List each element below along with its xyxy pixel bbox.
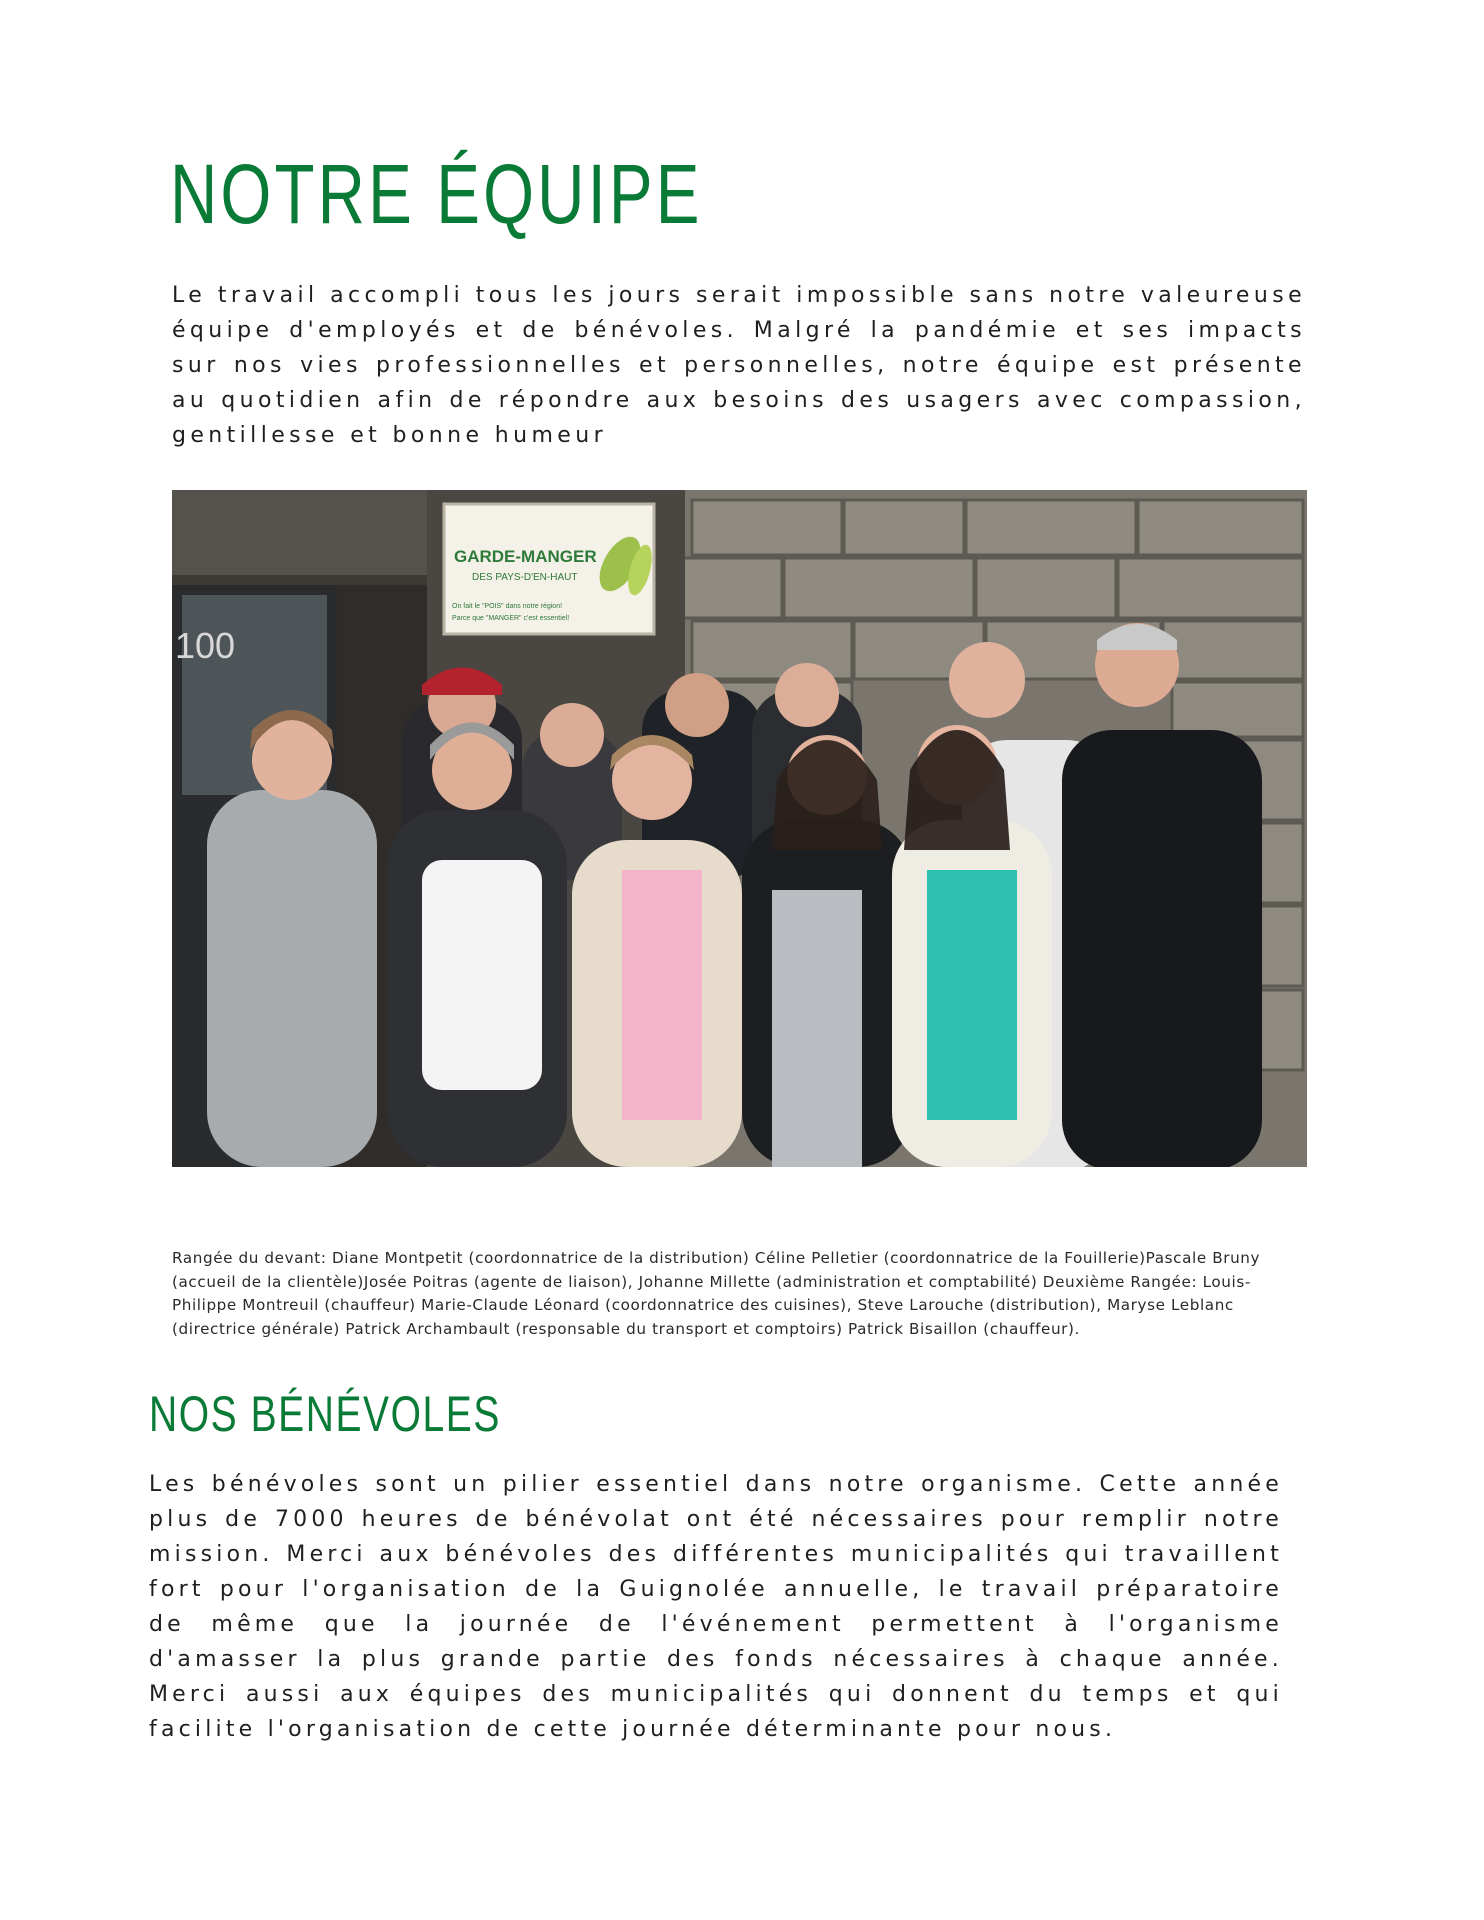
team-intro-paragraph: Le travail accompli tous les jours serait impossible sans notre valeureuse équipe d'employés et de bénévoles. Malgré la pandémie et ses impacts sur nos vies professionnelles et personnelles, notre équipe est présente au quotidien afin de répondre aux besoins des usagers avec compassion, gentillesse et bonne humeur — [172, 283, 1306, 448]
volunteers-paragraph: Les bénévoles sont un pilier essentiel dans notre organisme. Cette année plus de 7000 heures de bénévolat ont été nécessaires pour remplir notre mission. Merci aux bénévoles des différentes municipalités qui travaillent fort pour l'organisation de la Guignolée annuelle, le travail préparatoire de même que la journée de l'événement permettent à l'organisme d'amasser la plus grande partie des fonds nécessaires à chaque année. Merci aussi aux équipes des municipalités qui donnent du temps et qui facilite l'organisation de cette journée déterminante pour nous. — [149, 1472, 1283, 1742]
sign-tagline-2: Parce que "MANGER" c'est essentiel! — [452, 615, 570, 622]
sign-subtitle: DES PAYS-D'EN-HAUT — [472, 572, 578, 583]
volunteers-title: NOS BÉNÉVOLES — [149, 1386, 501, 1442]
door-number: 100 — [175, 625, 236, 666]
sign-tagline-1: On fait le "POIS" dans notre région! — [452, 603, 563, 610]
sign-title: GARDE-MANGER — [454, 547, 597, 566]
garde-manger-sign — [444, 504, 656, 634]
photo-caption: Rangée du devant: Diane Montpetit (coordonnatrice de la distribution) Céline Pelletier (coordonnatrice de la Fouillerie)Pascale Bruny (accueil de la clientèle)Josée Poitras (agente de liaison), Johanne Millette (administration et comptabilité) Deuxième Rangée: Louis-Philippe Montreuil (chauffeur) Marie-Claude Léonard (coordonnatrice des cuisines), Steve Larouche (distribution), Maryse Leblanc (directrice générale) Patrick Archambault (responsable du transport et comptoirs) Patrick Bisaillon (chauffeur). — [172, 1249, 1261, 1338]
team-photo — [172, 490, 1307, 1167]
page-title: NOTRE ÉQUIPE — [170, 147, 703, 241]
